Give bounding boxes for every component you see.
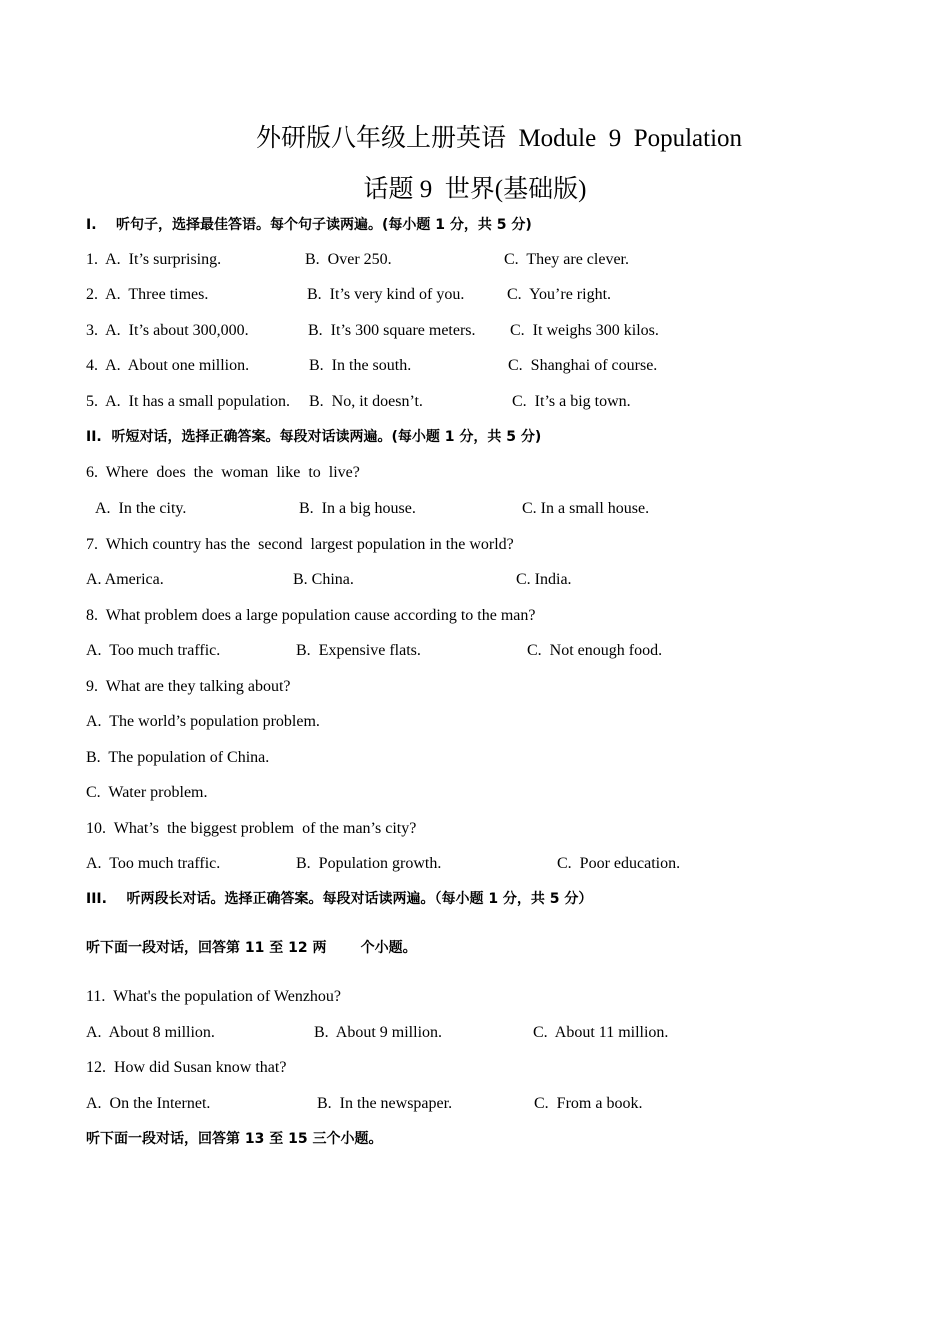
page-title: 外研版八年级上册英语 Module 9 Population	[255, 125, 743, 152]
question-1-option-b: B. Over 250.	[305, 251, 392, 268]
question-4-option-c: C. Shanghai of course.	[508, 357, 658, 374]
question-12-option-a: A. On the Internet.	[86, 1095, 211, 1112]
question-3-option-a: 3. A. It’s about 300,000.	[86, 322, 249, 339]
question-3-option-c: C. It weighs 300 kilos.	[510, 322, 659, 339]
question-5-option-c: C. It’s a big town.	[512, 393, 631, 410]
question-7-stem: 7. Which country has the second largest population in the world?	[86, 536, 514, 553]
question-9-option-b: B. The population of China.	[86, 749, 270, 766]
section-heading-2: II. 听短对话，选择正确答案。每段对话读两遍。(每小题 1 分，共 5 分)	[86, 429, 542, 445]
question-6-option-b: B. In a big house.	[299, 500, 416, 517]
question-12-stem: 12. How did Susan know that?	[86, 1059, 287, 1076]
question-5-option-b: B. No, it doesn’t.	[309, 393, 423, 410]
page-subtitle: 话题 9 世界(基础版)	[363, 176, 587, 203]
question-11-stem: 11. What's the population of Wenzhou?	[86, 988, 342, 1005]
instruction-dialogue-1: 听下面一段对话，回答第 11 至 12 两 个小题。	[86, 940, 417, 956]
question-7-option-a: A. America.	[86, 571, 164, 588]
question-8-option-b: B. Expensive flats.	[296, 642, 421, 659]
section-heading-1: I. 听句子，选择最佳答语。每个句子读两遍。(每小题 1 分，共 5 分)	[86, 217, 532, 233]
question-6-stem: 6. Where does the woman like to live?	[86, 464, 360, 481]
question-7-option-c: C. India.	[516, 571, 572, 588]
question-9-option-a: A. The world’s population problem.	[86, 713, 320, 730]
question-10-stem: 10. What’s the biggest problem of the man’s city?	[86, 820, 417, 837]
question-2-option-a: 2. A. Three times.	[86, 286, 209, 303]
question-5-option-a: 5. A. It has a small population.	[86, 393, 290, 410]
question-10-option-c: C. Poor education.	[557, 855, 681, 872]
question-11-option-a: A. About 8 million.	[86, 1024, 215, 1041]
question-10-option-b: B. Population growth.	[296, 855, 442, 872]
question-9-option-c: C. Water problem.	[86, 784, 208, 801]
question-4-option-a: 4. A. About one million.	[86, 357, 250, 374]
question-8-option-c: C. Not enough food.	[527, 642, 663, 659]
question-9-stem: 9. What are they talking about?	[86, 678, 291, 695]
question-11-option-c: C. About 11 million.	[533, 1024, 669, 1041]
question-10-option-a: A. Too much traffic.	[86, 855, 221, 872]
question-4-option-b: B. In the south.	[309, 357, 412, 374]
question-7-option-b: B. China.	[293, 571, 354, 588]
question-1-option-a: 1. A. It’s surprising.	[86, 251, 222, 268]
question-12-option-b: B. In the newspaper.	[317, 1095, 453, 1112]
question-8-option-a: A. Too much traffic.	[86, 642, 221, 659]
section-heading-3: III. 听两段长对话。选择正确答案。每段对话读两遍。（每小题 1 分，共 5 分）	[86, 891, 593, 907]
question-8-stem: 8. What problem does a large population cause according to the man?	[86, 607, 536, 624]
instruction-dialogue-2: 听下面一段对话，回答第 13 至 15 三个小题。	[86, 1131, 383, 1147]
question-2-option-c: C. You’re right.	[507, 286, 612, 303]
question-11-option-b: B. About 9 million.	[314, 1024, 443, 1041]
question-2-option-b: B. It’s very kind of you.	[307, 286, 465, 303]
question-12-option-c: C. From a book.	[534, 1095, 643, 1112]
question-3-option-b: B. It’s 300 square meters.	[308, 322, 476, 339]
question-6-option-a: A. In the city.	[95, 500, 187, 517]
question-1-option-c: C. They are clever.	[504, 251, 629, 268]
question-6-option-c: C. In a small house.	[522, 500, 650, 517]
